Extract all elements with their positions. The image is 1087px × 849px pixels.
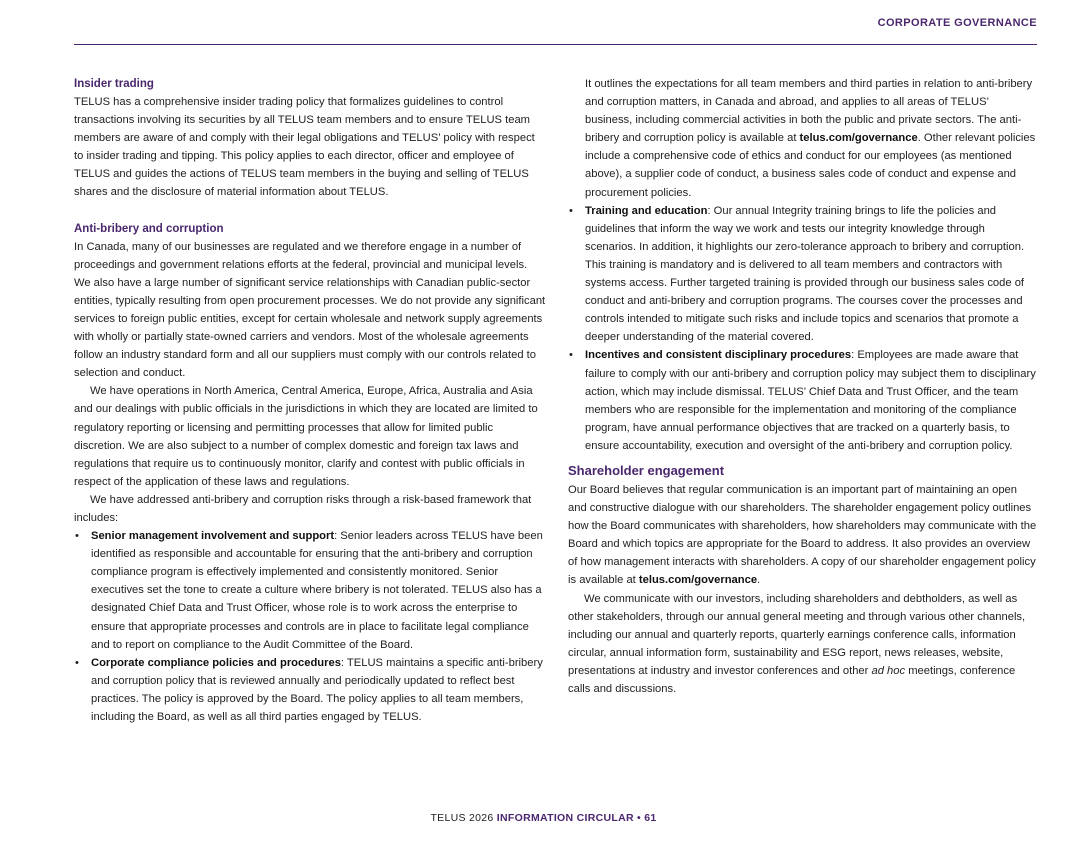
bullet-text: : Employees are made aware that failure to comply with our anti-bribery and corruption policy may subject them to disciplinary action, which may include dismissal. TELUS’ Chief Data and Trust Officer, and the team members who are responsible for the implementation and monitoring of the compliance program, have annual performance objectives that are tracked on a quarterly basis, to ensure accountability, execution and oversight of the anti-bribery and corruption policy. [585,349,1036,452]
bullet-text: : Senior leaders across TELUS have been identified as responsible and accountable for ensuring that the anti-bribery and corruption compliance program is effectively implemented and consistently monitored. Senior executives set the tone to create a culture where bribery is not tolerated. TELUS also has a designated Chief Data and Trust Officer, whose role is to work across the enterprise to ensure that appropriate processes and controls are in place to facilitate legal compliance and to report on compliance to the Audit Committee of the Board. [91,530,543,651]
left-column [74,75,546,726]
footer-prefix: TELUS 2026 [430,812,497,824]
list-item [74,527,546,654]
shareholder-paragraph-2 [568,590,1038,699]
ad-hoc-emphasis: ad hoc [871,664,906,677]
shareholder-text: We communicate with our investors, including shareholders and debtholders, as well as other stakeholders, through our annual general meeting and through various other channels, including our annual and quarterly reports, quarterly earnings conference calls, information circular, annual information form, sustainability and ESG report, news releases, website, presentations at industry and investor conferences and other [568,592,1026,677]
list-item [568,202,1038,347]
section-header: CORPORATE GOVERNANCE [877,17,1037,29]
shareholder-text-end: . [757,574,761,587]
anti-bribery-paragraph-1: In Canada, many of our businesses are regulated and we therefore engage in a number of proceedings and government relations efforts at the federal, provincial and municipal levels. We also have a large number of significant service relationships with Canadian public-sector entities, typically resulting from open procurement processes. We do not provide any significant services to foreign public entities, except for certain wholesale and network supply agreements with wholly or partially state-owned carriers and vendors. Most of the wholesale agreements follow an industry standard form and all our suppliers must comply with our controls related to selection and conduct. [74,240,546,380]
governance-link[interactable]: telus.com/governance [799,132,918,145]
anti-bribery-paragraph-3: We have addressed anti-bribery and corruption risks through a risk-based framework that includes: [74,493,532,524]
governance-link[interactable]: telus.com/governance [638,574,758,587]
footer-document-title: INFORMATION CIRCULAR [496,812,634,824]
insider-trading-text: TELUS has a comprehensive insider trading policy that formalizes guidelines to control transactions involving its securities by all TELUS team members and to ensure TELUS team members are aware of and comply with their legal obligations and TELUS’ policy with respect to insider trading and tipping. This policy applies to each director, officer and employee of TELUS and guides the actions of TELUS team members in the buying and selling of TELUS shares and the disclosure of material information about TELUS. [74,96,535,199]
header-divider [74,44,1037,45]
list-item [568,346,1038,455]
anti-bribery-paragraph-2: We have operations in North America, Central America, Europe, Africa, Australia and Asia and our dealings with public officials in the jurisdictions in which they are located are limited to regulatory reporting or licensing and permitting processes that allow for limited public discretion. We are also subject to a number of complex domestic and foreign tax laws and regulations that require us to continuously monitor, clarify and contest with public officials in respect of the application of these laws and regulations. [74,385,538,488]
continuation-text-end: . Other relevant policies include a comprehensive code of ethics and conduct for our employees (as mentioned above), a supplier code of conduct, a business sales code of conduct and expense and procurement policies. [585,132,1036,199]
bullet-text: : TELUS maintains a specific anti-bribery and corruption policy that is reviewed annually and periodically updated to reflect best practices. The policy is approved by the Board. The policy applies to all team members, including the Board, as well as all third parties engaged by TELUS. [91,656,543,723]
page-footer [0,812,1087,824]
bullet-text: : Our annual Integrity training brings to life the policies and guidelines that inform the way we work and tests our integrity knowledge through scenarios. In addition, it highlights our zero-tolerance approach to bribery and corruption. This training is mandatory and is delivered to all team members and contractors with systems access. Further targeted training is provided through our business sales code of conduct and anti-bribery and corruption programs. The courses cover the processes and controls intended to mitigate such risks and include topics and scenarios that promote a deeper understanding of the material covered. [585,204,1025,344]
anti-bribery-heading: Anti-bribery and corruption [74,222,224,235]
policy-continuation [568,75,1038,202]
right-column [568,75,1038,698]
shareholder-engagement-heading: Shareholder engagement [568,462,725,478]
bullet-title: Corporate compliance policies and procedures [91,656,341,669]
shareholder-paragraph-1 [568,481,1038,590]
list-item [74,654,546,726]
page-number: 61 [644,812,657,824]
footer-separator: • [633,812,645,824]
framework-list [74,527,546,726]
framework-list-continued [568,202,1038,455]
insider-trading-heading: Insider trading [74,78,154,90]
shareholder-text-end: meetings, conference calls and discussions. [568,664,1016,695]
continuation-text: It outlines the expectations for all team members and third parties in relation to anti-bribery and corruption matters, in Canada and abroad, and applies to all areas of TELUS’ business, including commercial activities in both the public and private sectors. The anti-bribery and corruption policy is available at [585,78,1033,145]
shareholder-text: Our Board believes that regular communication is an important part of maintaining an open and constructive dialogue with our shareholders. The shareholder engagement policy outlines how the Board communicates with shareholders, how shareholders may communicate with the Board and which topics are appropriate for the Board to address. It also provides an overview of how management interacts with shareholders. A copy of our shareholder engagement policy is available at [568,483,1037,587]
bullet-title: Incentives and consistent disciplinary procedures [585,349,852,362]
bullet-title: Senior management involvement and support [91,530,335,543]
bullet-title: Training and education [585,204,708,217]
